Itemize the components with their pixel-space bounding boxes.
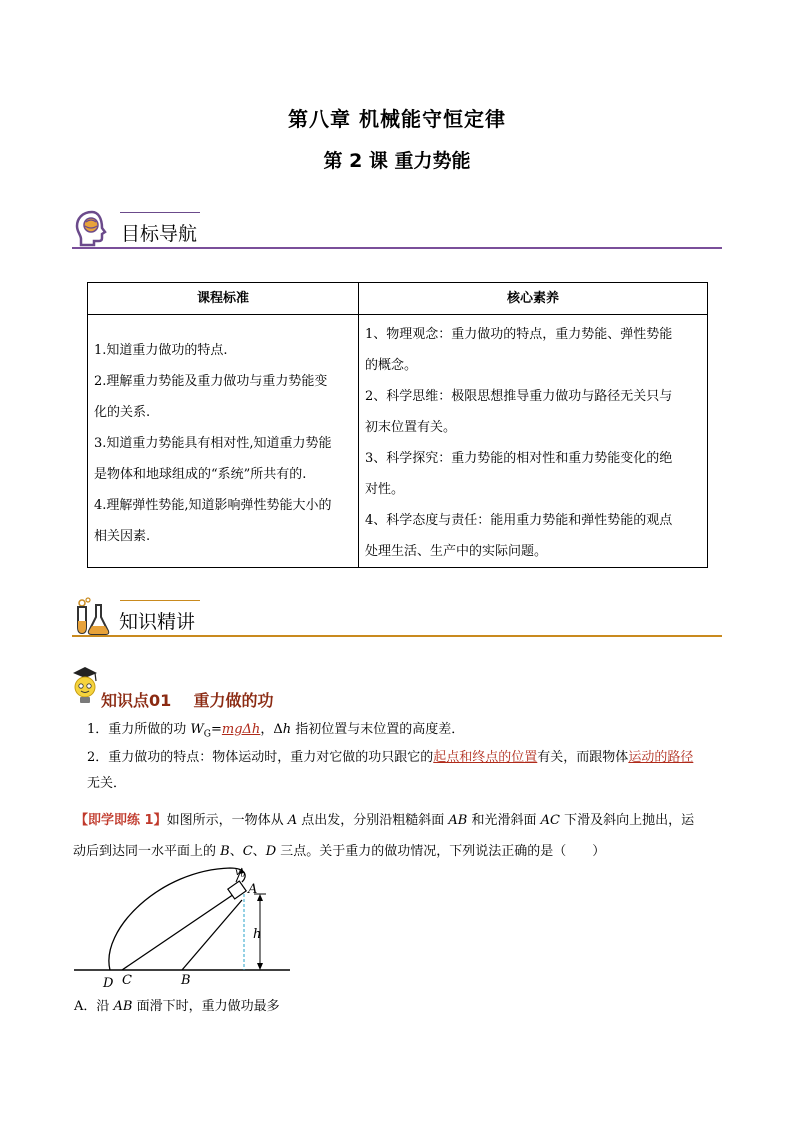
table-line: 对性。 (365, 482, 405, 497)
highlight-position: 起点和终点的位置 (433, 750, 538, 765)
bulb-graduate-icon (70, 665, 100, 707)
point-a: A (287, 813, 298, 828)
standards-table (87, 282, 708, 568)
text: 、 (252, 844, 266, 859)
projectile-path (109, 868, 245, 970)
segment-ab: AB (448, 813, 468, 828)
table-line: 相关因素. (94, 529, 151, 544)
flask-icon (72, 597, 112, 637)
table-line: 3.知道重力势能具有相对性,知道重力势能 (94, 436, 332, 451)
symbol-h: h (282, 722, 292, 737)
text: ，Δ (260, 722, 283, 737)
label-v: v (235, 867, 241, 878)
text: 2．重力做功的特点：物体运动时，重力对它做的功只跟它的 (87, 750, 434, 765)
table-header-literacy: 核心素养 (359, 283, 708, 315)
text: 指初位置与末位置的高度差． (291, 722, 465, 737)
option-a (74, 994, 280, 1020)
incline-ab (182, 900, 242, 970)
text: A．沿 (74, 999, 114, 1014)
label-c: C (122, 973, 132, 988)
segment-ab: AB (113, 999, 133, 1014)
point-c: C (242, 844, 253, 859)
text: 下滑及斜向上抛出，运 (559, 813, 695, 828)
point-d: D (265, 844, 277, 859)
section-divider-knowledge (72, 635, 722, 637)
incline-figure (70, 860, 300, 995)
table-line: 3、科学探究：重力势能的相对性和重力势能变化的绝 (365, 451, 673, 466)
incline-ac (122, 890, 240, 970)
text: 无关． (87, 776, 127, 791)
table-line: 2、科学思维：极限思想推导重力做功与路径无关只与 (365, 389, 673, 404)
table-line: 处理生活、生产中的实际问题。 (365, 544, 548, 559)
section-title-knowledge: 知识精讲 (119, 611, 196, 633)
label-a: A (248, 882, 258, 897)
table-line: 1、物理观念：重力做功的特点，重力势能、弹性势能 (365, 327, 673, 342)
text: 、 (229, 844, 243, 859)
text: 动后到达同一水平面上的 (73, 844, 221, 859)
table-line: 4.理解弹性势能,知道影响弹性势能大小的 (94, 498, 332, 513)
text: 和光滑斜面 (467, 813, 541, 828)
paragraph-2 (87, 745, 727, 797)
brain-icon (72, 208, 112, 248)
table-line: 是物体和地球组成的“系统”所共有的. (94, 467, 307, 482)
highlight-path: 运动的路径 (628, 750, 694, 765)
table-line: 初末位置有关。 (365, 420, 457, 435)
subscript: G (203, 729, 211, 740)
table-line: 的概念。 (365, 358, 418, 373)
text: 1．重力所做的功 (87, 722, 191, 737)
table-line: 化的关系. (94, 405, 151, 420)
table-line: 1.知道重力做功的特点. (94, 343, 228, 358)
exercise-line-1 (75, 808, 694, 834)
formula-mgdh: mgΔh (221, 722, 261, 737)
label-b: B (181, 973, 191, 988)
chapter-title: 第八章 机械能守恒定律 (288, 107, 506, 131)
section-topline (120, 212, 200, 213)
text: 有关，而跟物体 (537, 750, 629, 765)
table-cell-standards (88, 315, 359, 568)
table-cell-literacy (359, 315, 708, 568)
text: 如图所示，一物体从 (166, 813, 288, 828)
text: 三点。关于重力的做功情况，下列说法正确的是（ ） (276, 844, 606, 859)
table-line: 4、科学态度与责任：能用重力势能和弹性势能的观点 (365, 513, 673, 528)
segment-ac: AC (540, 813, 560, 828)
text: 点出发，分别沿粗糙斜面 (297, 813, 449, 828)
point-b: B (220, 844, 230, 859)
section-divider-goal (72, 247, 722, 249)
text: = (210, 722, 222, 737)
label-v-sub: 0 (240, 871, 246, 879)
text: 面滑下时，重力做功最多 (132, 999, 280, 1014)
label-d: D (103, 976, 114, 991)
section-topline (120, 600, 200, 601)
symbol-w: W (190, 722, 204, 737)
table-line: 2.理解重力势能及重力做功与重力势能变 (94, 374, 328, 389)
paragraph-1 (87, 717, 464, 748)
exercise-tag: 【即学即练 1】 (75, 813, 167, 828)
label-v0 (235, 867, 246, 879)
table-header-standards: 课程标准 (88, 283, 359, 315)
lesson-title: 第 2 课 重力势能 (323, 150, 471, 172)
label-h: h (253, 927, 262, 942)
section-title-goal: 目标导航 (121, 223, 198, 245)
knowledge-point-title: 知识点01 重力做的功 (101, 691, 274, 710)
